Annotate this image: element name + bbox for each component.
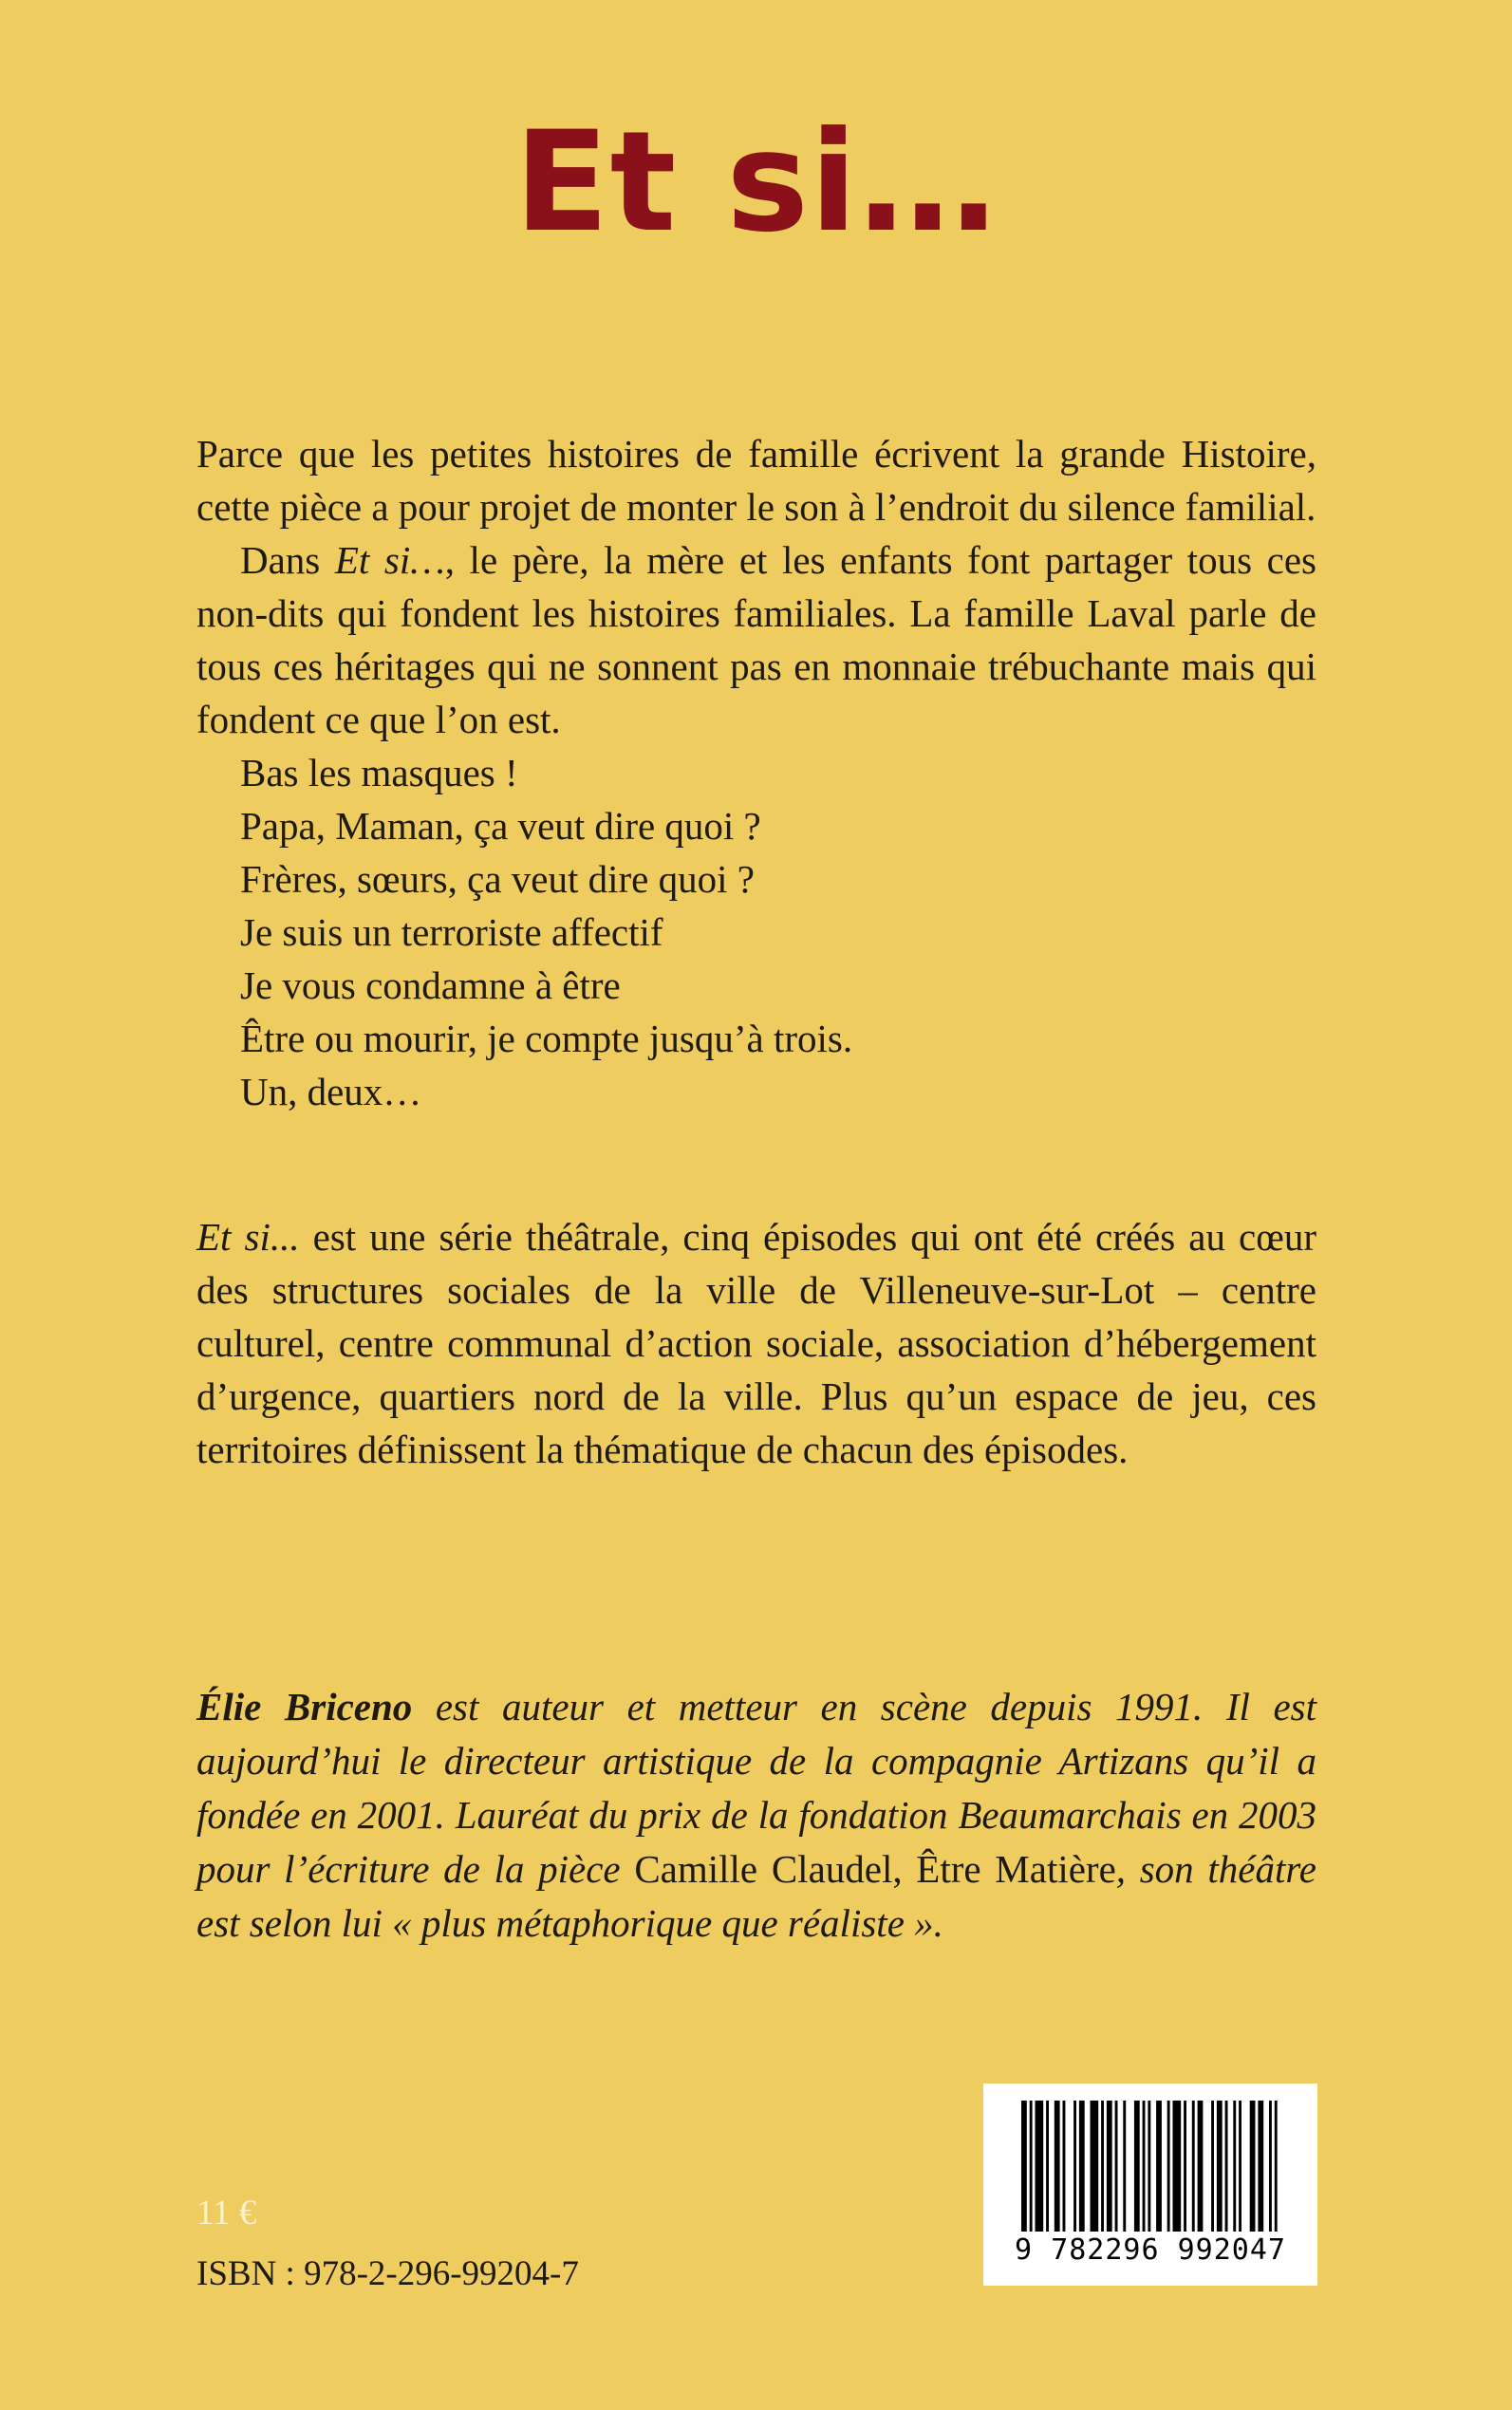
barcode-bar (1217, 2101, 1223, 2232)
barcode-bar (1233, 2101, 1236, 2232)
barcode-bar (1250, 2101, 1256, 2232)
verse-line: Bas les masques ! (240, 751, 518, 794)
barcode-digits: 9 782296 992047 (1015, 2233, 1286, 2267)
barcode-bar (1225, 2101, 1228, 2232)
barcode-bar (1030, 2101, 1033, 2232)
barcode-bar (1275, 2101, 1278, 2232)
play-title: Camille Claudel, Être Matière (634, 1847, 1116, 1891)
book-title: Et si… (513, 102, 999, 263)
barcode-bar (1046, 2101, 1049, 2232)
barcode-bar (1036, 2101, 1044, 2232)
barcode-bar (1063, 2101, 1066, 2232)
isbn-label: ISBN : 978-2-296-99204-7 (196, 2254, 579, 2293)
verse-line: Je vous condamne à être (240, 963, 621, 1007)
author-bio (196, 1680, 1316, 1951)
barcode-bar (1143, 2101, 1146, 2232)
barcode-bar (1192, 2101, 1195, 2232)
verse-line: Je suis un terroriste affectif (240, 910, 663, 954)
barcode-bar (1021, 2101, 1027, 2232)
blurb-section (196, 427, 1316, 1118)
barcode-bar (1079, 2101, 1085, 2232)
barcode-bar (1123, 2101, 1126, 2232)
series-text: est une série théâtrale, cinq épisodes qui ont été créés au cœur des structures sociales de la ville de Villeneuve-sur-Lot – centre culturel, centre communal d’action sociale, association d’hébergement d’urgence, quartiers nord de la ville. Plus qu’un espace de jeu, ces territoires définissent la thématique de chacun des épisodes. (196, 1215, 1316, 1471)
barcode-bar (1239, 2101, 1241, 2232)
series-paragraph (196, 1210, 1316, 1476)
barcode-bar (1167, 2101, 1170, 2232)
barcode-bar (1134, 2101, 1140, 2232)
barcode-bar (1156, 2101, 1162, 2232)
bio-paragraph (196, 1680, 1316, 1951)
barcode-bar (1211, 2101, 1214, 2232)
verse-line: Frères, sœurs, ça veut dire quoi ? (240, 857, 755, 901)
barcode-bar (1184, 2101, 1186, 2232)
barcode-bar (1258, 2101, 1263, 2232)
series-section (196, 1210, 1316, 1476)
verse-line: Un, deux… (240, 1070, 422, 1113)
barcode-bar (1198, 2101, 1204, 2232)
author-name: Élie Briceno (196, 1685, 413, 1728)
barcode-bars (983, 2083, 1317, 2235)
play-title-reference: Et si… (334, 538, 445, 582)
barcode-bar (1101, 2101, 1104, 2232)
barcode-bar (1148, 2101, 1150, 2232)
blurb-paragraph (196, 533, 1316, 746)
barcode-bar (1269, 2101, 1272, 2232)
verse-line: Être ou mourir, je compte jusqu’à trois. (240, 1017, 853, 1060)
barcode-bar (1091, 2101, 1099, 2232)
blurb-text: , le père, la mère et les enfants font partager tous ces non-dits qui fondent les histoires familiales. La famille Laval parle de tous ces héritages qui ne sonnent pas en monnaie trébuchante mais qui fondent ce que l’on est. (196, 538, 1316, 741)
barcode-bar (1115, 2101, 1118, 2232)
barcode-bar (1173, 2101, 1182, 2232)
verse-line: Papa, Maman, ça veut dire quoi ? (240, 804, 761, 848)
blurb-paragraph: Parce que les petites histoires de famille écrivent la grande Histoire, cette pièce a pour projet de monter le son à l’endroit du silence familial. (196, 432, 1316, 529)
barcode-bar (1073, 2101, 1076, 2232)
barcode-bar (1055, 2101, 1060, 2232)
series-title: Et si... (196, 1215, 300, 1259)
bio-text: , son théâtre est selon lui « plus métaphorique que réaliste ». (196, 1847, 1316, 1945)
bio-text: est auteur et metteur en scène depuis 1991. Il est aujourd’hui le directeur artistique de la compagnie Artizans qu’il a fondée en 2001. Lauréat du prix de la fondation Beaumarchais en 2003 pour l’écriture de la pièce (196, 1685, 1317, 1891)
barcode-bar (1107, 2101, 1112, 2232)
blurb-text: Dans (240, 538, 335, 582)
barcode (983, 2083, 1317, 2286)
price-label: 11 € (196, 2194, 257, 2233)
